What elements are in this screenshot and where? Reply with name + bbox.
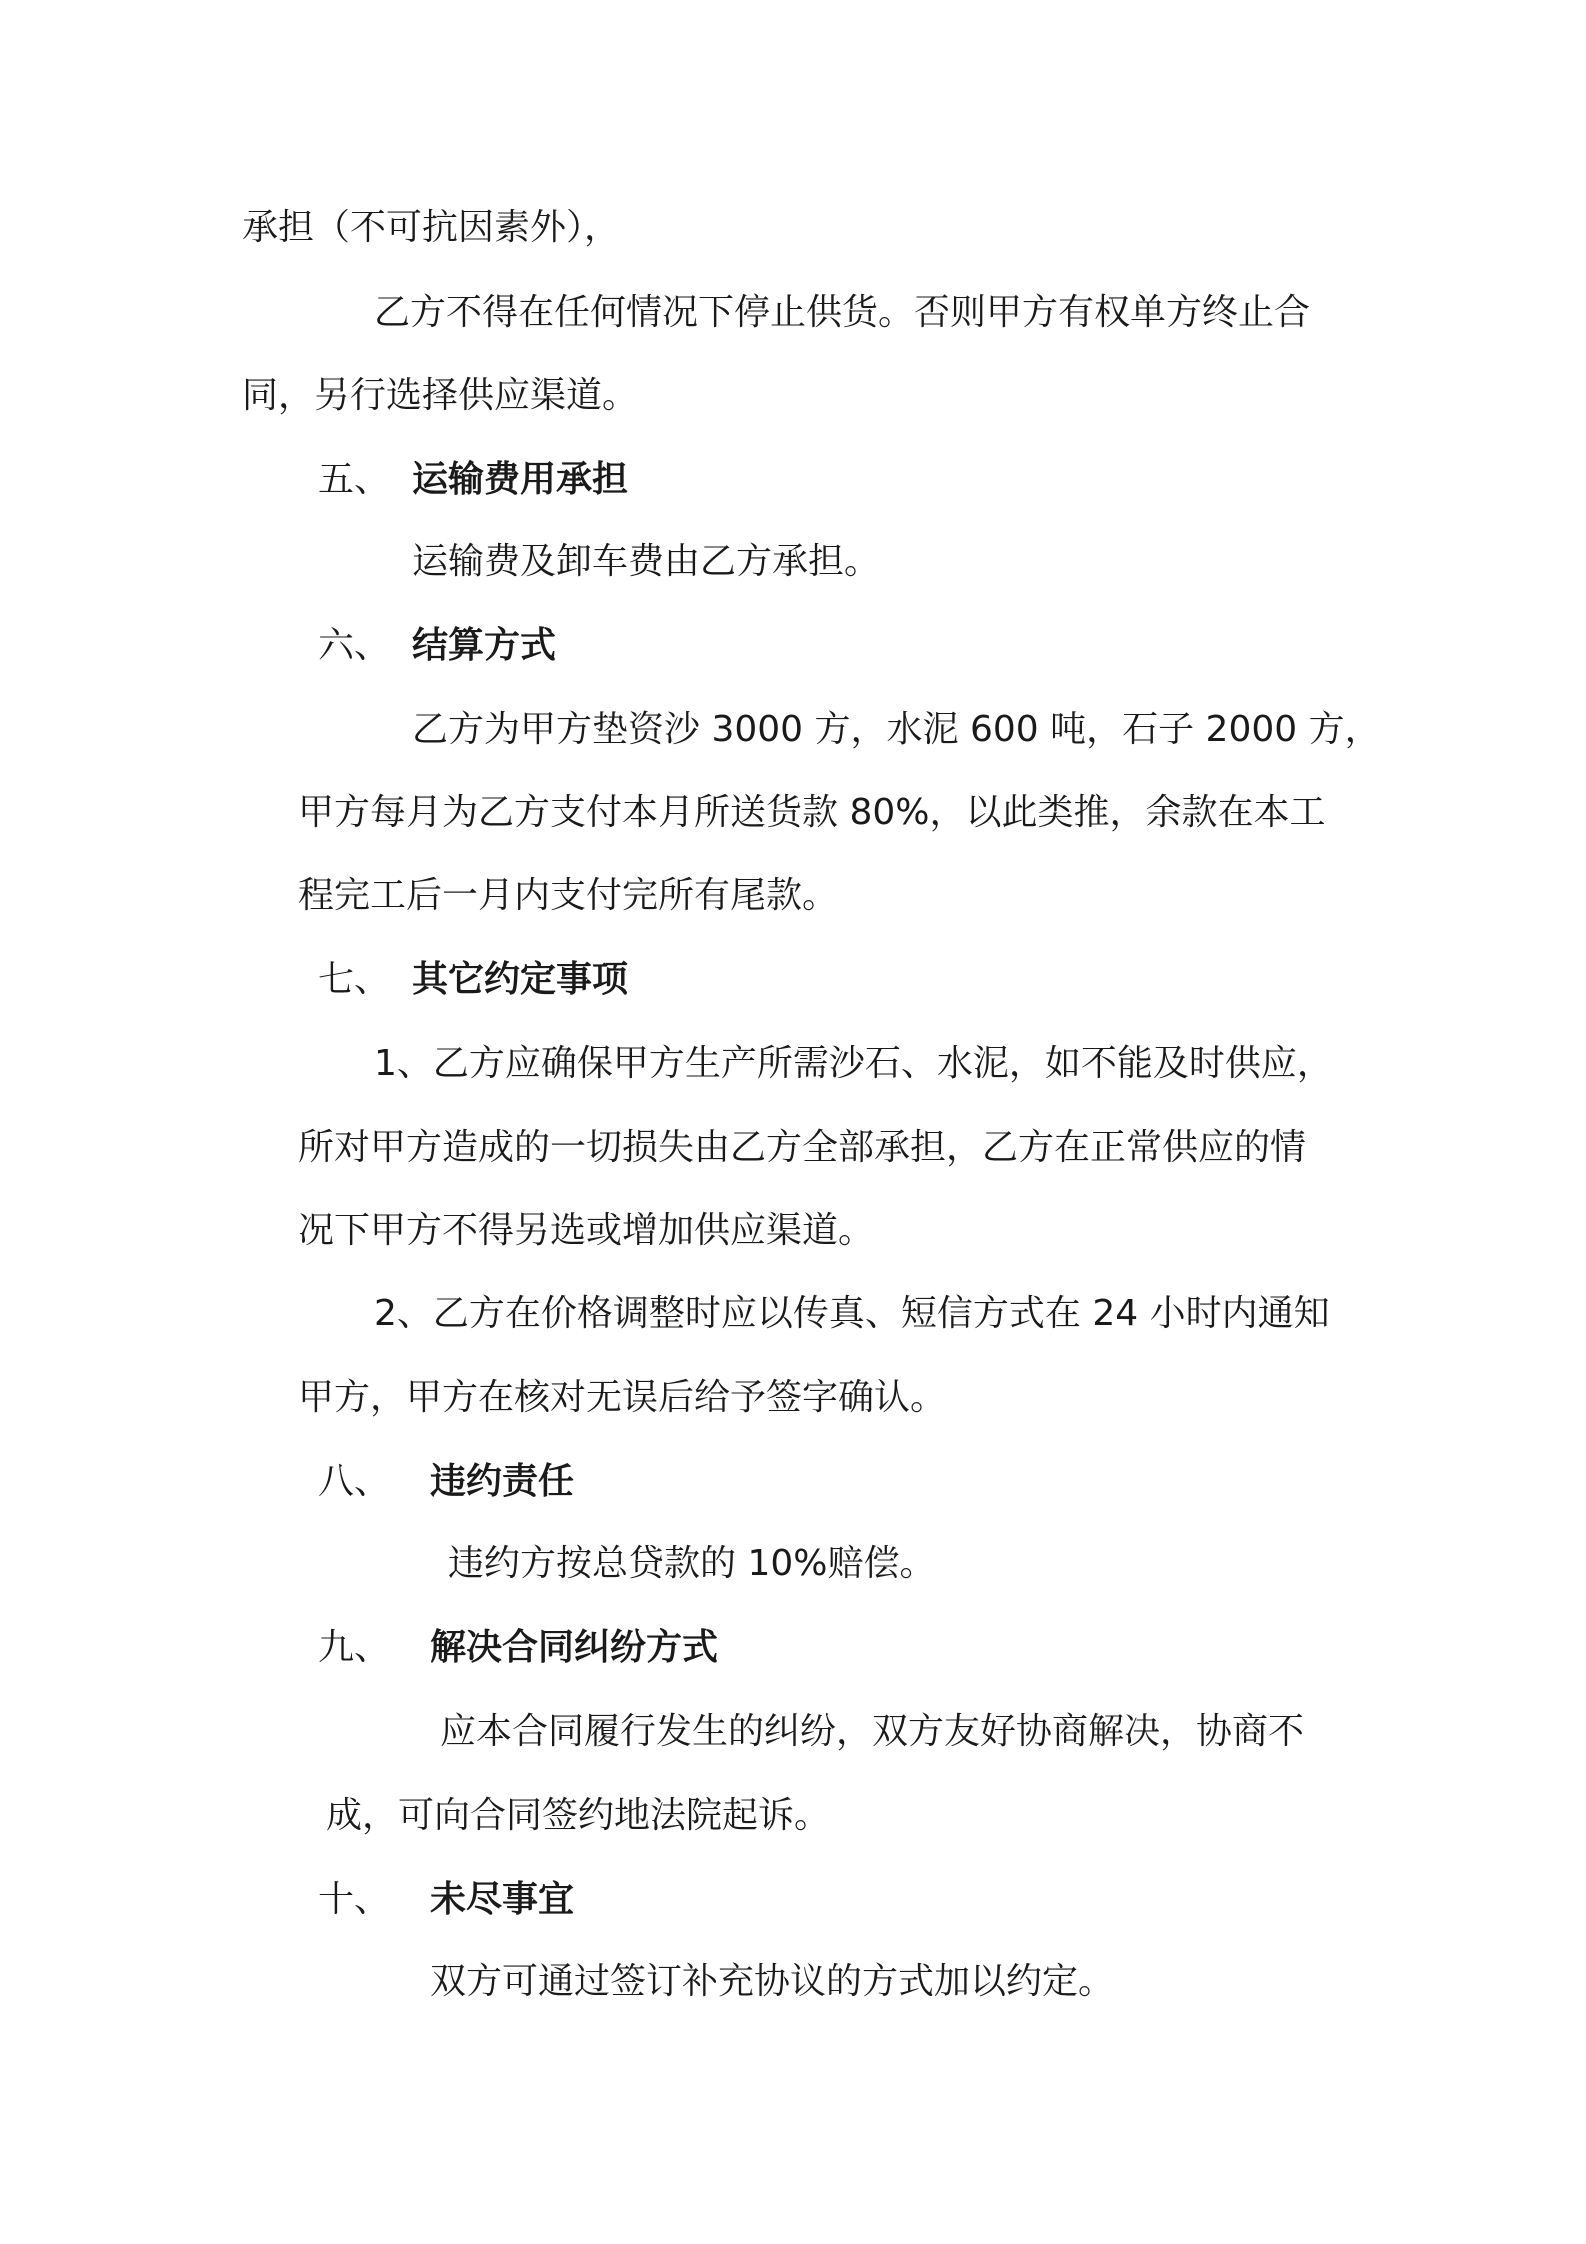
body-line: 违约方按总贷款的 10%赔偿。 xyxy=(448,1543,936,1584)
section-number: 十、 xyxy=(318,1879,391,1920)
body-line: 甲方每月为乙方支付本月所送货款 80%，以此类推，余款在本工 xyxy=(298,792,1326,833)
body-line: 2、乙方在价格调整时应以传真、短信方式在 24 小时内通知 xyxy=(374,1293,1330,1334)
body-line: 1、乙方应确保甲方生产所需沙石、水泥，如不能及时供应， xyxy=(374,1043,1333,1084)
section-heading: 结算方式 xyxy=(412,625,557,666)
section-number: 六、 xyxy=(318,625,391,666)
body-line: 程完工后一月内支付完所有尾款。 xyxy=(298,875,839,916)
body-line: 况下甲方不得另选或增加供应渠道。 xyxy=(298,1210,875,1251)
body-line: 同，另行选择供应渠道。 xyxy=(242,375,639,416)
section-number: 八、 xyxy=(318,1461,391,1502)
section-heading: 解决合同纠纷方式 xyxy=(430,1627,719,1668)
section-number: 九、 xyxy=(318,1627,391,1668)
section-heading: 违约责任 xyxy=(430,1461,575,1502)
section-heading: 运输费用承担 xyxy=(412,459,629,500)
section-heading: 未尽事宜 xyxy=(430,1879,575,1920)
body-line: 双方可通过签订补充协议的方式加以约定。 xyxy=(430,1961,1115,2002)
body-line: 成，可向合同签约地法院起诉。 xyxy=(326,1795,831,1836)
body-line: 乙方为甲方垫资沙 3000 方，水泥 600 吨，石子 2000 方， xyxy=(412,709,1381,750)
body-line: 乙方不得在任何情况下停止供货。否则甲方有权单方终止合 xyxy=(374,292,1311,333)
body-line: 承担（不可抗因素外）， xyxy=(242,207,621,248)
section-number: 五、 xyxy=(318,459,391,500)
body-line: 应本合同履行发生的纠纷，双方友好协商解决，协商不 xyxy=(440,1711,1305,1752)
section-heading: 其它约定事项 xyxy=(412,959,629,1000)
body-line: 所对甲方造成的一切损失由乙方全部承担，乙方在正常供应的情 xyxy=(298,1127,1307,1168)
body-line: 运输费及卸车费由乙方承担。 xyxy=(412,541,881,582)
body-line: 甲方，甲方在核对无误后给予签字确认。 xyxy=(298,1377,947,1418)
section-number: 七、 xyxy=(318,959,391,1000)
